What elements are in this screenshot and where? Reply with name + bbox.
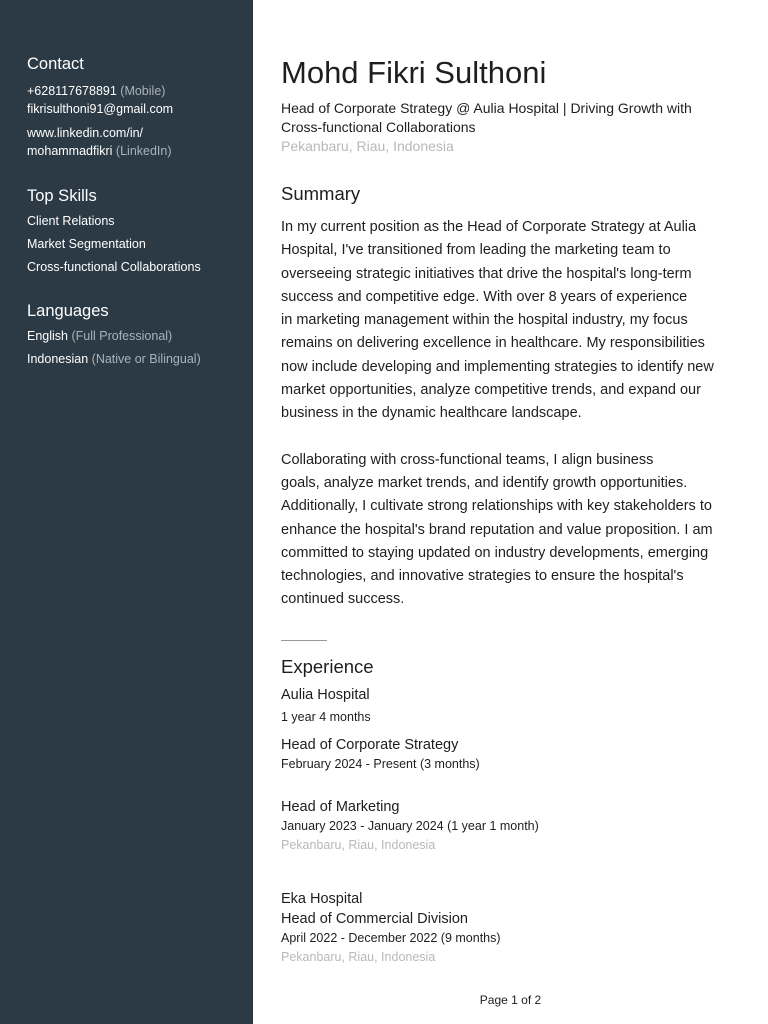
linkedin-link-line2[interactable]: mohammadfikri (27, 143, 113, 158)
role-location: Pekanbaru, Riau, Indonesia (281, 837, 436, 852)
language-name: English (27, 329, 68, 343)
role-location: Pekanbaru, Riau, Indonesia (281, 949, 436, 964)
person-name: Mohd Fikri Sulthoni (281, 55, 547, 90)
role-dates: January 2023 - January 2024 (1 year 1 month) (281, 818, 539, 833)
experience-entry-aulia (281, 685, 741, 855)
skill-item: Cross-functional Collaborations (27, 260, 201, 274)
headline-line2: Cross-functional Collaborations (281, 119, 476, 135)
summary-line: In my current position as the Head of Corporate Strategy at Aulia (281, 219, 697, 235)
role-dates: April 2022 - December 2022 (9 months) (281, 930, 501, 945)
summary-line: continued success. (281, 591, 405, 608)
contact-heading: Contact (27, 55, 84, 73)
summary-line: success and competitive edge. With over 8 years of experience (281, 288, 688, 305)
summary-heading: Summary (281, 183, 361, 204)
summary-line: Hospital, I've transitioned from leading the marketing team to (281, 242, 671, 259)
role-title: Head of Marketing (281, 798, 400, 815)
company-name: Eka Hospital (281, 890, 363, 907)
language-level: (Native or Bilingual) (91, 352, 201, 366)
summary-line: business in the dynamic healthcare landscape. (281, 405, 582, 422)
languages-heading: Languages (27, 302, 109, 320)
skill-item: Market Segmentation (27, 237, 146, 251)
experience-heading: Experience (281, 655, 374, 677)
summary-line: overseeing strategic initiatives that drive the hospital's long-term (281, 265, 692, 282)
phone-label: (Mobile) (120, 84, 166, 98)
experience-entry-eka (281, 889, 741, 967)
summary-line: enhance the hospital's brand reputation and value proposition. I am (281, 521, 713, 538)
top-skills-heading: Top Skills (27, 187, 97, 205)
role-title: Head of Commercial Division (281, 910, 468, 927)
linkedin-line2 (27, 143, 253, 161)
phone-number: +628117678891 (27, 84, 117, 98)
summary-line: in marketing management within the hospital industry, my focus (281, 312, 688, 329)
summary-line: remains on delivering excellence in healthcare. My responsibilities (281, 335, 705, 352)
language-name: Indonesian (27, 352, 89, 366)
summary-line: committed to staying updated on industry developments, emerging (281, 544, 709, 561)
summary-line: now include developing and implementing strategies to identify new (281, 358, 714, 375)
main-content (281, 54, 741, 967)
summary-line: Additionally, I cultivate strong relationships with key stakeholders to (281, 498, 712, 515)
language-level: (Full Professional) (71, 329, 173, 343)
linkedin-link-line1[interactable]: www.linkedin.com/in/ (27, 126, 144, 140)
language-item (27, 348, 253, 371)
company-duration: 1 year 4 months (281, 709, 371, 724)
page-number: Page 1 of 2 (479, 993, 542, 1007)
language-item (27, 325, 253, 348)
summary-line: technologies, and innovative strategies to ensure the hospital's (281, 568, 684, 585)
summary-line: goals, analyze market trends, and identify growth opportunities. (281, 474, 688, 491)
summary-line: market opportunities, analyze competitive trends, and expand our (281, 382, 701, 399)
summary-paragraph-2 (281, 449, 741, 612)
summary-line: Collaborating with cross-functional teams, I align business (281, 451, 654, 468)
role-dates: February 2024 - Present (3 months) (281, 756, 480, 771)
phone-line (27, 83, 253, 101)
skill-item: Client Relations (27, 214, 115, 228)
headline-line1: Head of Corporate Strategy @ Aulia Hospital | Driving Growth with (281, 100, 692, 116)
company-name: Aulia Hospital (281, 686, 370, 703)
role-title: Head of Corporate Strategy (281, 736, 459, 753)
section-divider (281, 640, 327, 641)
email-link[interactable]: fikrisulthoni91@gmail.com (27, 101, 174, 116)
linkedin-label: (LinkedIn) (115, 143, 172, 158)
sidebar (0, 0, 253, 1024)
summary-paragraph-1 (281, 216, 741, 426)
location: Pekanbaru, Riau, Indonesia (281, 138, 454, 154)
